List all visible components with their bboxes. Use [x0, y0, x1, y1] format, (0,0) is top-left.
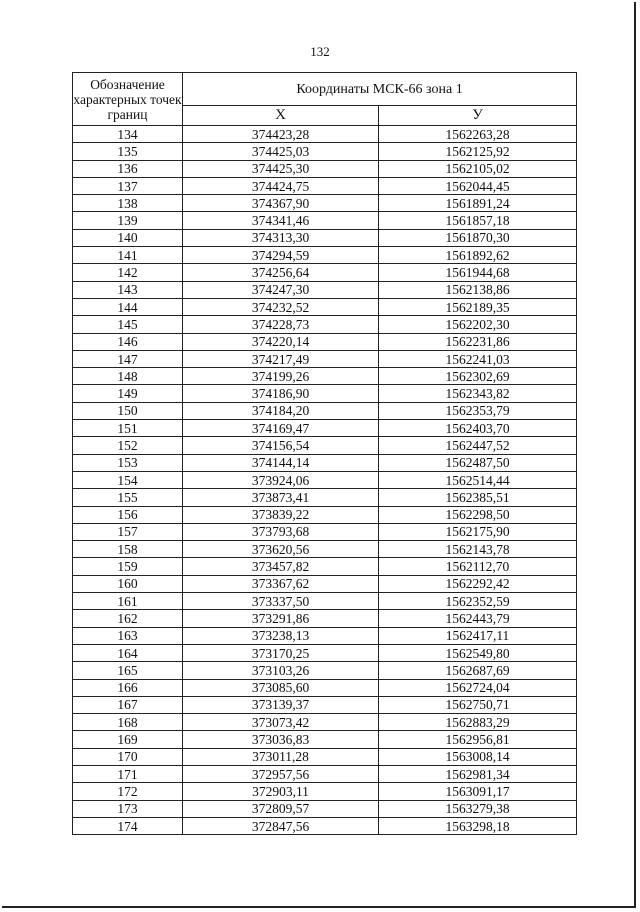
y-coordinate-cell: 1562447,52	[379, 437, 577, 454]
point-id-cell: 145	[73, 316, 183, 333]
y-coordinate-cell: 1562241,03	[379, 350, 577, 367]
y-coordinate-cell: 1562750,71	[379, 696, 577, 713]
point-id-cell: 165	[73, 662, 183, 679]
x-coordinate-cell: 373085,60	[183, 679, 379, 696]
x-coordinate-cell: 374184,20	[183, 402, 379, 419]
y-coordinate-cell: 1563279,38	[379, 800, 577, 817]
y-coordinate-cell: 1563091,17	[379, 783, 577, 800]
x-coordinate-cell: 373073,42	[183, 714, 379, 731]
table-row	[73, 765, 577, 782]
x-coordinate-cell: 374228,73	[183, 316, 379, 333]
point-id-cell: 157	[73, 523, 183, 540]
point-id-cell: 173	[73, 800, 183, 817]
point-id-cell: 174	[73, 817, 183, 834]
y-coordinate-cell: 1562353,79	[379, 402, 577, 419]
table-row	[73, 489, 577, 506]
table-row	[73, 662, 577, 679]
table-row	[73, 731, 577, 748]
x-coordinate-cell: 374220,14	[183, 333, 379, 350]
point-id-cell: 167	[73, 696, 183, 713]
point-id-cell: 169	[73, 731, 183, 748]
table-row	[73, 368, 577, 385]
point-id-cell: 140	[73, 229, 183, 246]
y-coordinate-cell: 1562105,02	[379, 160, 577, 177]
table-row	[73, 541, 577, 558]
point-id-cell: 163	[73, 627, 183, 644]
point-id-cell: 141	[73, 247, 183, 264]
table-row	[73, 471, 577, 488]
page-number: 132	[310, 44, 330, 59]
table-row	[73, 281, 577, 298]
x-coordinate-cell: 374169,47	[183, 420, 379, 437]
x-coordinate-cell: 374425,30	[183, 160, 379, 177]
y-coordinate-cell: 1562292,42	[379, 575, 577, 592]
x-coordinate-cell: 374341,46	[183, 212, 379, 229]
y-coordinate-cell: 1562956,81	[379, 731, 577, 748]
point-id-cell: 148	[73, 368, 183, 385]
y-coordinate-cell: 1562298,50	[379, 506, 577, 523]
point-id-cell: 144	[73, 298, 183, 315]
y-coordinate-cell: 1562385,51	[379, 489, 577, 506]
y-coordinate-cell: 1562189,35	[379, 298, 577, 315]
y-coordinate-cell: 1562143,78	[379, 541, 577, 558]
y-coordinate-cell: 1562417,11	[379, 627, 577, 644]
table-row	[73, 264, 577, 281]
y-coordinate-cell: 1562443,79	[379, 610, 577, 627]
x-coordinate-cell: 374424,75	[183, 177, 379, 194]
y-coordinate-cell: 1562981,34	[379, 765, 577, 782]
point-id-cell: 136	[73, 160, 183, 177]
header-point-label: Обозначение характерных точек границ	[73, 73, 183, 126]
point-id-cell: 149	[73, 385, 183, 402]
table-row	[73, 575, 577, 592]
point-id-cell: 139	[73, 212, 183, 229]
table-row	[73, 126, 577, 143]
x-coordinate-cell: 373011,28	[183, 748, 379, 765]
table-row	[73, 333, 577, 350]
table-row	[73, 420, 577, 437]
x-coordinate-cell: 374186,90	[183, 385, 379, 402]
point-id-cell: 154	[73, 471, 183, 488]
y-coordinate-cell: 1561857,18	[379, 212, 577, 229]
table-row	[73, 800, 577, 817]
x-coordinate-cell: 374217,49	[183, 350, 379, 367]
x-coordinate-cell: 373036,83	[183, 731, 379, 748]
x-coordinate-cell: 373924,06	[183, 471, 379, 488]
point-id-cell: 147	[73, 350, 183, 367]
coordinates-table	[72, 72, 577, 835]
table-row	[73, 679, 577, 696]
x-coordinate-cell: 374156,54	[183, 437, 379, 454]
point-id-cell: 172	[73, 783, 183, 800]
table-row	[73, 316, 577, 333]
table-body	[73, 126, 577, 835]
point-id-cell: 137	[73, 177, 183, 194]
x-coordinate-cell: 373620,56	[183, 541, 379, 558]
x-coordinate-cell: 373103,26	[183, 662, 379, 679]
y-coordinate-cell: 1562403,70	[379, 420, 577, 437]
y-coordinate-cell: 1561892,62	[379, 247, 577, 264]
table-row	[73, 229, 577, 246]
x-coordinate-cell: 374425,03	[183, 143, 379, 160]
table-row	[73, 558, 577, 575]
x-coordinate-cell: 373291,86	[183, 610, 379, 627]
point-id-cell: 164	[73, 644, 183, 661]
y-coordinate-cell: 1562125,92	[379, 143, 577, 160]
y-coordinate-cell: 1562352,59	[379, 593, 577, 610]
x-coordinate-cell: 372809,57	[183, 800, 379, 817]
y-coordinate-cell: 1563298,18	[379, 817, 577, 834]
y-coordinate-cell: 1562175,90	[379, 523, 577, 540]
x-coordinate-cell: 374367,90	[183, 195, 379, 212]
y-coordinate-cell: 1562343,82	[379, 385, 577, 402]
x-coordinate-cell: 374313,30	[183, 229, 379, 246]
point-id-cell: 155	[73, 489, 183, 506]
y-coordinate-cell: 1562112,70	[379, 558, 577, 575]
x-coordinate-cell: 373793,68	[183, 523, 379, 540]
point-id-cell: 170	[73, 748, 183, 765]
y-coordinate-cell: 1561870,30	[379, 229, 577, 246]
table-row	[73, 523, 577, 540]
x-coordinate-cell: 374247,30	[183, 281, 379, 298]
x-coordinate-cell: 373337,50	[183, 593, 379, 610]
x-coordinate-cell: 373170,25	[183, 644, 379, 661]
x-coordinate-cell: 373238,13	[183, 627, 379, 644]
table-row	[73, 627, 577, 644]
point-id-cell: 171	[73, 765, 183, 782]
y-coordinate-cell: 1562231,86	[379, 333, 577, 350]
y-coordinate-cell: 1561944,68	[379, 264, 577, 281]
y-coordinate-cell: 1562549,80	[379, 644, 577, 661]
table-row	[73, 817, 577, 834]
x-coordinate-cell: 373873,41	[183, 489, 379, 506]
x-coordinate-cell: 373839,22	[183, 506, 379, 523]
table-row	[73, 696, 577, 713]
header-x: X	[183, 106, 379, 126]
point-id-cell: 158	[73, 541, 183, 558]
point-id-cell: 153	[73, 454, 183, 471]
x-coordinate-cell: 374199,26	[183, 368, 379, 385]
table-row	[73, 195, 577, 212]
point-id-cell: 152	[73, 437, 183, 454]
header-coordinates-group: Координаты МСК-66 зона 1	[183, 73, 577, 106]
y-coordinate-cell: 1562687,69	[379, 662, 577, 679]
y-coordinate-cell: 1562302,69	[379, 368, 577, 385]
table-row	[73, 714, 577, 731]
x-coordinate-cell: 373457,82	[183, 558, 379, 575]
table-row	[73, 783, 577, 800]
table-row	[73, 212, 577, 229]
point-id-cell: 159	[73, 558, 183, 575]
point-id-cell: 134	[73, 126, 183, 143]
table-row	[73, 385, 577, 402]
x-coordinate-cell: 373139,37	[183, 696, 379, 713]
table-row	[73, 177, 577, 194]
y-coordinate-cell: 1562138,86	[379, 281, 577, 298]
x-coordinate-cell: 374294,59	[183, 247, 379, 264]
y-coordinate-cell: 1562044,45	[379, 177, 577, 194]
table-row	[73, 298, 577, 315]
y-coordinate-cell: 1562202,30	[379, 316, 577, 333]
x-coordinate-cell: 372847,56	[183, 817, 379, 834]
point-id-cell: 156	[73, 506, 183, 523]
x-coordinate-cell: 373367,62	[183, 575, 379, 592]
point-id-cell: 166	[73, 679, 183, 696]
y-coordinate-cell: 1562883,29	[379, 714, 577, 731]
x-coordinate-cell: 374423,28	[183, 126, 379, 143]
x-coordinate-cell: 374144,14	[183, 454, 379, 471]
point-id-cell: 142	[73, 264, 183, 281]
point-id-cell: 168	[73, 714, 183, 731]
table-row	[73, 506, 577, 523]
point-id-cell: 162	[73, 610, 183, 627]
point-id-cell: 160	[73, 575, 183, 592]
point-id-cell: 143	[73, 281, 183, 298]
y-coordinate-cell: 1562487,50	[379, 454, 577, 471]
table-row	[73, 402, 577, 419]
table-row	[73, 644, 577, 661]
table-row	[73, 610, 577, 627]
x-coordinate-cell: 372903,11	[183, 783, 379, 800]
point-id-cell: 138	[73, 195, 183, 212]
table-row	[73, 160, 577, 177]
point-id-cell: 151	[73, 420, 183, 437]
y-coordinate-cell: 1562263,28	[379, 126, 577, 143]
x-coordinate-cell: 372957,56	[183, 765, 379, 782]
x-coordinate-cell: 374232,52	[183, 298, 379, 315]
table-row	[73, 593, 577, 610]
table-row	[73, 350, 577, 367]
table-row	[73, 247, 577, 264]
table-row	[73, 143, 577, 160]
point-id-cell: 146	[73, 333, 183, 350]
point-id-cell: 161	[73, 593, 183, 610]
x-coordinate-cell: 374256,64	[183, 264, 379, 281]
table-row	[73, 437, 577, 454]
table-row	[73, 454, 577, 471]
y-coordinate-cell: 1562514,44	[379, 471, 577, 488]
y-coordinate-cell: 1563008,14	[379, 748, 577, 765]
header-y: У	[379, 106, 577, 126]
point-id-cell: 135	[73, 143, 183, 160]
table-row	[73, 748, 577, 765]
y-coordinate-cell: 1562724,04	[379, 679, 577, 696]
y-coordinate-cell: 1561891,24	[379, 195, 577, 212]
point-id-cell: 150	[73, 402, 183, 419]
